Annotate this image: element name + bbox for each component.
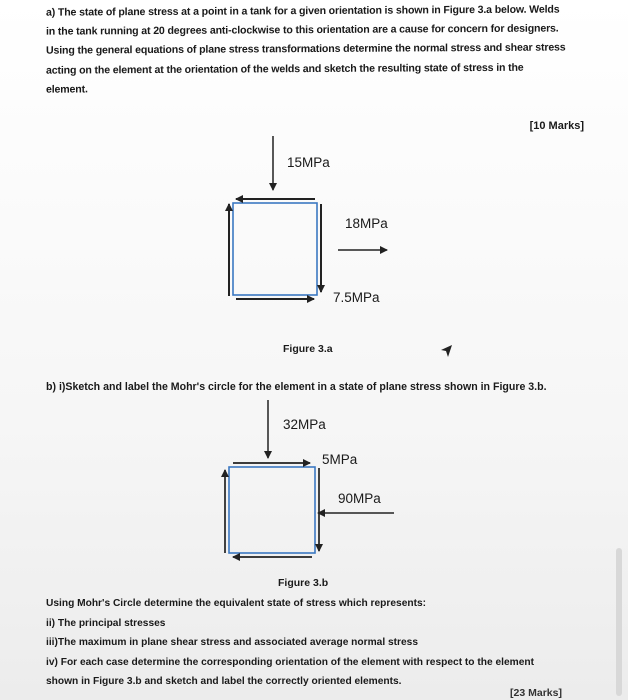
figure-a-label-shear: 7.5MPa bbox=[333, 290, 380, 305]
figure-b-label-top: 32MPa bbox=[283, 417, 326, 432]
mouse-pointer-icon bbox=[440, 344, 454, 358]
question-b-marks: [23 Marks] bbox=[510, 687, 562, 699]
element-square-a bbox=[233, 203, 317, 295]
figure-b-label-right: 90MPa bbox=[338, 491, 381, 506]
figure-a-label-top: 15MPa bbox=[287, 155, 330, 170]
question-a-line: a) The state of plane stress at a point in a tank for a given orientation is shown in Figure 3.a below. Welds bbox=[46, 3, 560, 19]
figure-b-label-shear: 5MPa bbox=[322, 452, 358, 467]
figure-b-caption: Figure 3.b bbox=[278, 577, 329, 589]
question-a-line: Using the general equations of plane stress transformations determine the normal stress and shear stress bbox=[46, 41, 566, 58]
question-a-marks: [10 Marks] bbox=[529, 120, 584, 132]
element-square-b bbox=[229, 467, 315, 553]
question-b-line: iii)The maximum in plane shear stress and associated average normal stress bbox=[46, 637, 419, 648]
question-a-line: in the tank running at 20 degrees anti-clockwise to this orientation are a cause for concern for designers. bbox=[46, 22, 559, 38]
question-b-intro: b) i)Sketch and label the Mohr's circle for the element in a state of plane stress shown in Figure 3.b. bbox=[46, 381, 547, 393]
scrollbar[interactable] bbox=[616, 548, 622, 696]
question-b-line: Using Mohr's Circle determine the equivalent state of stress which represents: bbox=[46, 598, 427, 609]
question-b-parts bbox=[46, 594, 586, 692]
question-b-line: ii) The principal stresses bbox=[46, 617, 166, 629]
question-b-line: shown in Figure 3.b and sketch and label the correctly oriented elements. bbox=[46, 676, 402, 687]
question-b-line: iv) For each case determine the corresponding orientation of the element with respect to the element bbox=[46, 656, 534, 668]
question-a-line: acting on the element at the orientation of the welds and sketch the resulting state of stress in the bbox=[46, 61, 524, 77]
question-a-line: element. bbox=[46, 83, 88, 96]
figure-a-label-right: 18MPa bbox=[345, 216, 388, 231]
figure-a-caption: Figure 3.a bbox=[283, 343, 333, 355]
